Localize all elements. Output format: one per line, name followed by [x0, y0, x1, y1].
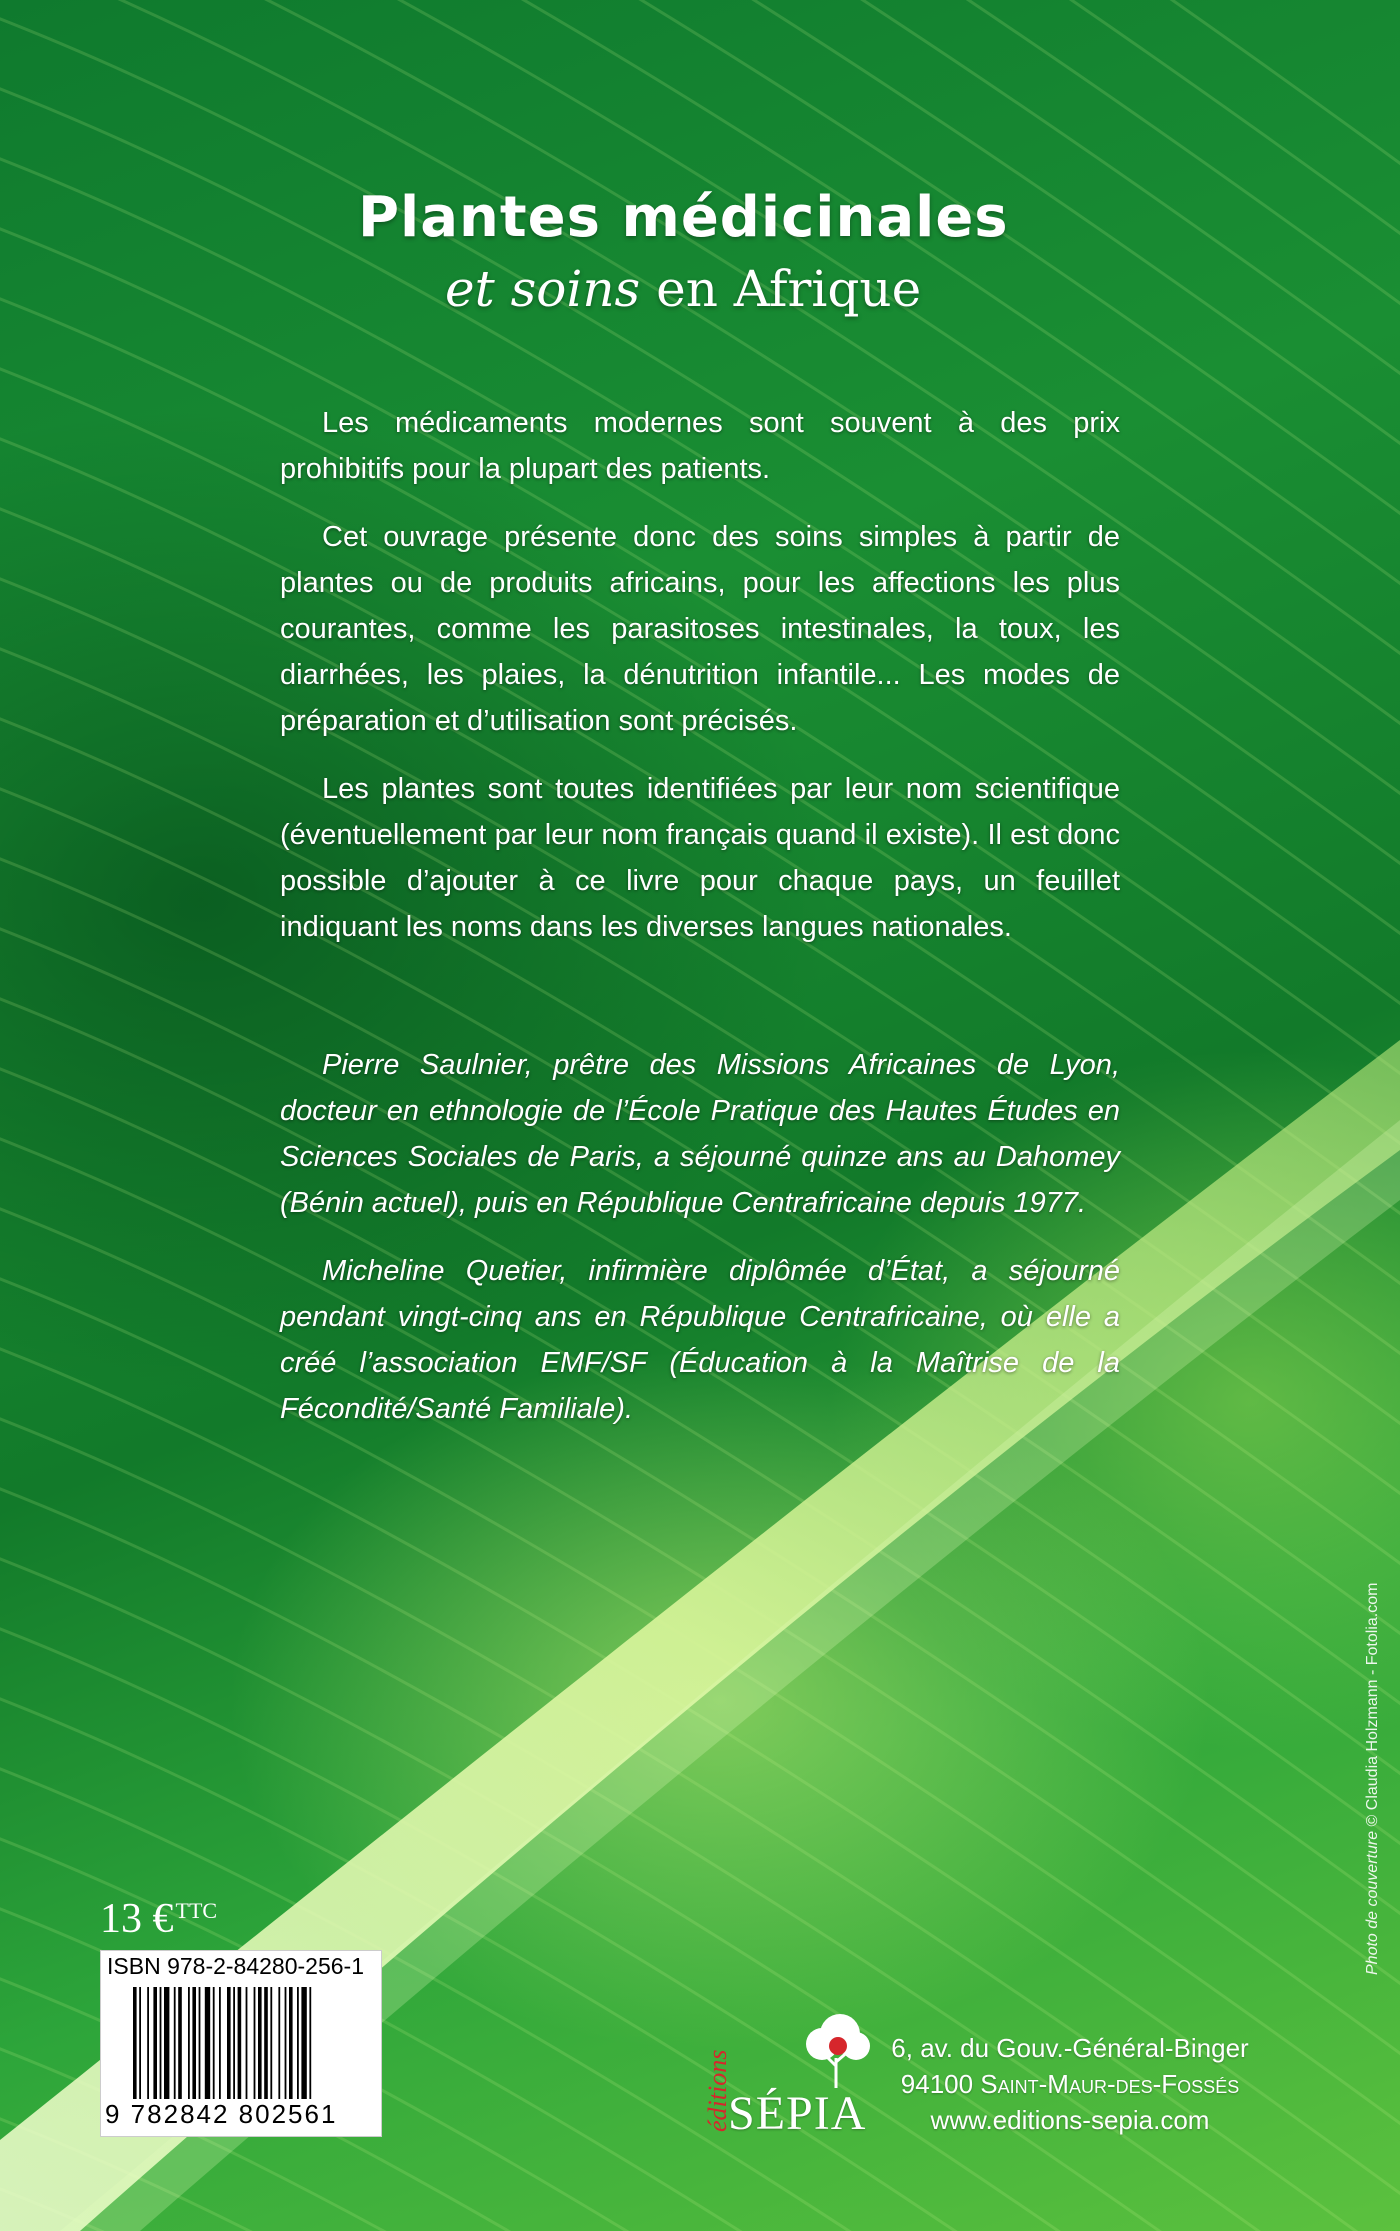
ean-number: 9 782842 802561: [105, 2099, 338, 2129]
publisher-name: SÉPIA: [728, 2087, 867, 2140]
price: [100, 1895, 217, 1943]
address-street: 6, av. du Gouv.-Général-Binger: [891, 2033, 1249, 2063]
author-bio-2: Micheline Quetier, infirmière diplômée d’État, a séjourné pendant vingt-cinq ans en République Centrafricaine, où elle a créé l’association EMF/SF (Éducation à la Maîtrise de la Fécondité/Santé Familiale).: [280, 1255, 1120, 1425]
barcode-icon: [133, 1987, 371, 2099]
blurb: [280, 400, 1120, 1454]
book-title: Plantes médicinales: [358, 185, 1009, 250]
subtitle-rest: en Afrique: [656, 260, 922, 318]
price-suffix: TTC: [175, 1898, 218, 1923]
book-subtitle: [445, 260, 921, 318]
publisher-website[interactable]: www.editions-sepia.com: [930, 2105, 1210, 2135]
blurb-paragraph-2: Cet ouvrage présente donc des soins simples à partir de plantes ou de produits africains, pour les affections les plus courantes, comme les parasitoses intestinales, la toux, les diarrhées, les plaies, la dénutrition infantile... Les modes de préparation et d’utilisation sont précisés.: [280, 521, 1120, 737]
isbn-label: ISBN 978-2-84280-256-1: [107, 1953, 364, 1979]
photo-credit-label: Photo de couverture: [1364, 1830, 1381, 1975]
photo-credit: [1364, 1475, 1382, 1975]
barcode-box: [100, 1950, 382, 2137]
address-city: 94100 Saint-Maur-des-Fossés: [900, 2069, 1240, 2099]
subtitle-italic: et soins: [445, 260, 641, 318]
blurb-paragraph-1: Les médicaments modernes sont souvent à des prix prohibitifs pour la plupart des patients.: [280, 407, 1120, 485]
photo-credit-value: © Claudia Holzmann - Fotolia.com: [1364, 1582, 1381, 1827]
tree-icon: [796, 2010, 876, 2090]
blurb-paragraph-3: Les plantes sont toutes identifiées par leur nom scientifique (éventuellement par leur nom français quand il existe). Il est donc possible d’ajouter à ce livre pour chaque pays, un feuillet indiquant les noms dans les diverses langues nationales.: [280, 773, 1120, 943]
publisher-address: [890, 2030, 1250, 2138]
price-amount: 13 €: [100, 1896, 174, 1942]
publisher-logo: [700, 2010, 900, 2140]
svg-text:éditions: éditions: [703, 2049, 732, 2132]
author-bio-1: Pierre Saulnier, prêtre des Missions Africaines de Lyon, docteur en ethnologie de l’École Pratique des Hautes Études en Sciences Sociales de Paris, a séjourné quinze ans au Dahomey (Bénin actuel), puis en République Centrafricaine depuis 1977.: [280, 1049, 1120, 1219]
